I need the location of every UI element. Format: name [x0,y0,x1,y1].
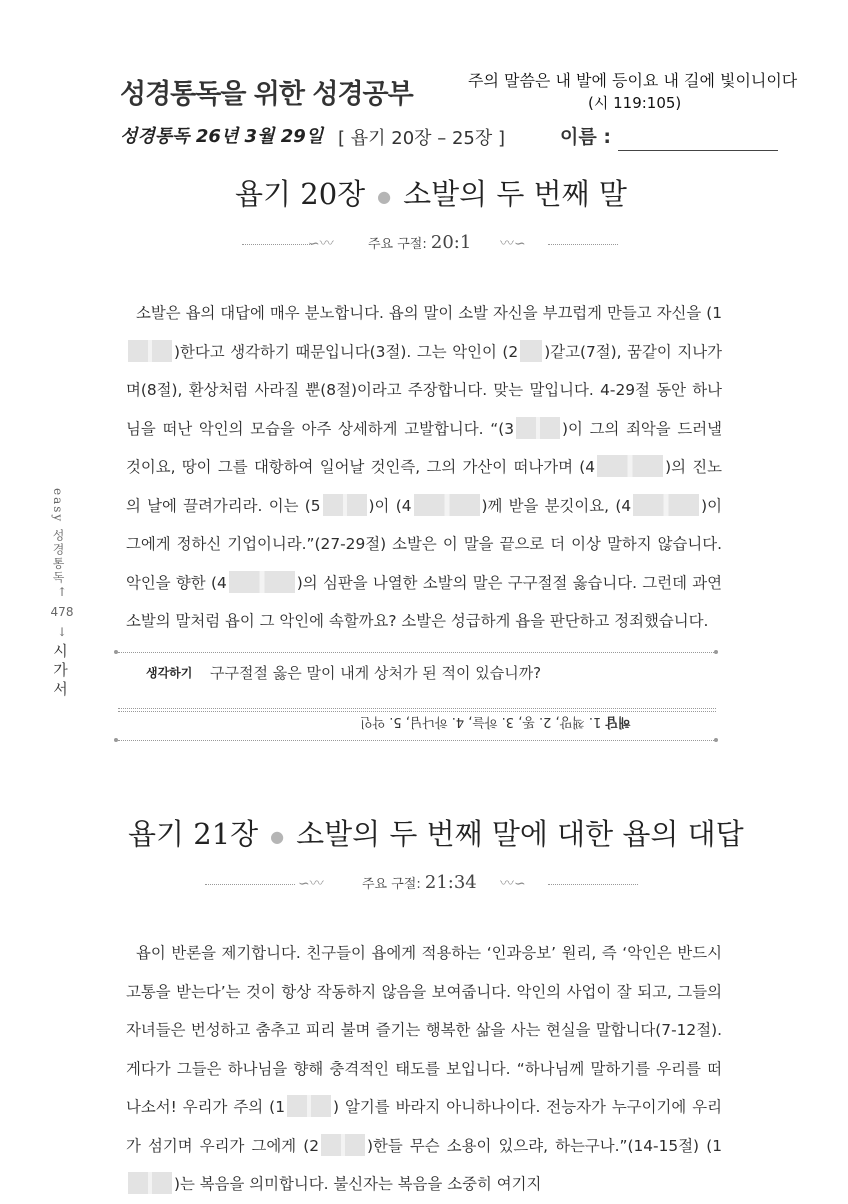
think-label: 생각하기 [146,666,193,680]
bullet-icon: ● [377,186,392,206]
fill-blank[interactable] [414,494,480,516]
key-verse-ref: 20:1 [430,232,472,253]
fill-blank[interactable] [516,417,560,439]
fill-blank[interactable] [321,1134,365,1156]
dot-icon [114,650,118,654]
chapter-21-number: 욥기 21장 [128,817,259,851]
fill-blank[interactable] [128,1172,172,1194]
chapter-20-body: 소발은 욥의 대답에 매우 분노합니다. 욥의 말이 소발 자신을 부끄럽게 만들고 자신을 (1)한다고 생각하기 때문입니다(3절). 그는 악인이 (2 )같고(7절), 꿈같이 지나가며(8절), 환상처럼 사라질 뿐(8절)이라고 주장합니다. 맞는 말입니다. 4-29절 동안 하나님을 떠난 악인의 모습을 아주 상세하게 고발합니다. “(3 )이 그의 죄악을 드러낼 것이요, 땅이 그를 대항하여 일어날 것인즉, 그의 가산이 떠나가며 (4 )의 진노의 날에 끌려가리라. 이는 (5 )이 (4 )께 받을 분깃이요, (4 )이 그에게 정하신 기업이니라.”(27-29절) 소발은 이 말을 끝으로 더 이상 말하지 않습니다. 악인을 향한 (4 )의 심판을 나열한 소발의 말은 구구절절 옳습니다. 그런데 과연 소발의 말처럼 욥이 그 악인에 속할까요? 소발은 성급하게 욥을 판단하고 정죄했습니다. [126,304,723,630]
arrow-up-icon: ↑ [56,585,68,600]
bullet-icon: ● [270,826,285,846]
name-label: 이름 : [560,126,611,148]
key-verse-label: 주요 구절: [368,237,431,252]
chapter-20-key-verse [368,232,471,253]
series-label: easy 성경통독 [51,488,65,586]
ornament-left-icon: ∽〰 [308,236,334,252]
answer-bottom-line [118,740,716,741]
page-title: 성경통독을 위한 성경공부 [120,79,413,110]
answer-key [360,714,641,733]
reading-range: [ 욥기 20장 – 25장 ] [338,128,506,149]
ornament-right-icon: 〰∽ [500,876,526,892]
ornament-right-icon: 〰∽ [500,236,526,252]
fill-blank[interactable] [633,494,699,516]
fill-blank[interactable] [323,494,367,516]
arrow-down-icon: ↓ [56,625,68,640]
header-verse: 주의 말씀은 내 발에 등이요 내 길에 빛이니이다 [468,71,798,90]
chapter-20-title [235,172,627,213]
reading-schedule: 성경통독 26년 3월 29일 [120,126,324,147]
answer-divider [118,708,716,709]
header-verse-ref: (시 119:105) [588,94,682,112]
chapter-21-title [128,812,744,853]
chapter-21-key-verse [362,872,477,893]
chapter-21-subtitle: 소발의 두 번째 말에 대한 욥의 대답 [296,817,744,851]
fill-blank[interactable] [229,571,295,593]
key-verse-label: 주요 구절: [362,877,425,892]
fill-blank[interactable] [520,340,542,362]
answer-label: 해답 [605,714,631,729]
chapter-21-body: 욥이 반론을 제기합니다. 친구들이 욥에게 적용하는 ‘인과응보’ 원리, 즉 ‘악인은 반드시 고통을 받는다’는 것이 항상 작동하지 않음을 보여줍니다. 악인의 사업이 잘 되고, 그들의 자녀들은 번성하고 춤추고 피리 불며 즐기는 행복한 삶을 사는 현실을 말합니다(7-12절). 게다가 그들은 하나님을 향해 충격적인 태도를 보입니다. “하나님께 말하기를 우리를 떠나소서! 우리가 주의 (1 ) 알기를 바라지 아니하나이다. 전능자가 누구이기에 우리가 섬기며 우리가 그에게 (2 )한들 무슨 소용이 있으랴, 하는구나.”(14-15절) (1)는 복음을 의미합니다. 불신자는 복음을 소중히 여기지 [126,944,722,1193]
chapter-20-subtitle: 소발의 두 번째 말 [403,177,627,211]
ornament-right-line [548,244,618,245]
fill-blank[interactable] [287,1095,331,1117]
fill-blank[interactable] [597,455,663,477]
name-field-line[interactable] [618,150,778,151]
page-number: 478 [50,605,74,620]
dot-icon [714,650,718,654]
side-margin [50,488,74,700]
think-question: 구구절절 옳은 말이 내게 상처가 된 적이 있습니까? [210,664,542,682]
fill-blank[interactable] [128,340,172,362]
ornament-left-line [205,884,295,885]
ornament-left-line [242,244,312,245]
answer-text: 1. 책망, 2. 똥, 3. 하늘, 4. 하나님, 5. 악인 [360,714,602,729]
ornament-left-icon: ∽〰 [298,876,324,892]
ornament-right-line [548,884,638,885]
book-section: 시가서 [51,643,69,701]
key-verse-ref: 21:34 [424,872,477,893]
chapter-20-number: 욥기 20장 [235,177,366,211]
